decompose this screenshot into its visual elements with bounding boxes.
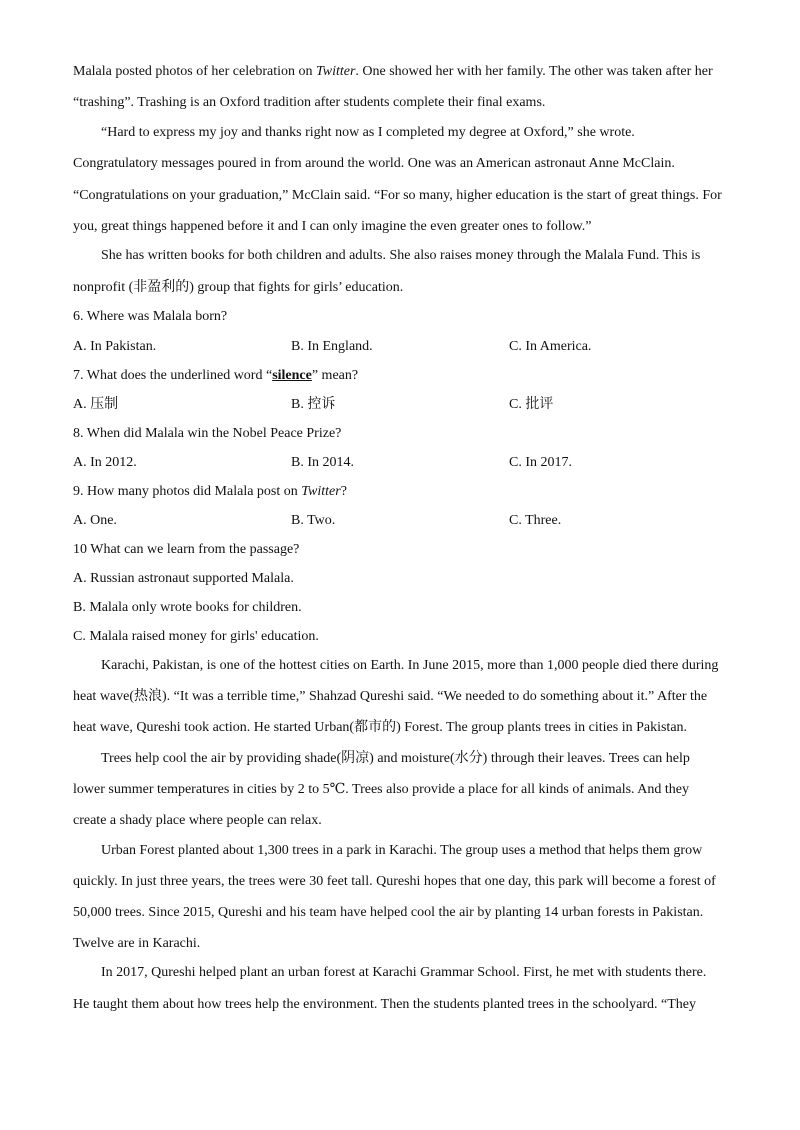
text: . One showed her with her family. The other was taken after her bbox=[355, 64, 713, 79]
question-stem: 8. When did Malala win the Nobel Peace Prize? bbox=[73, 426, 342, 441]
passage-line: lower summer temperatures in cities by 2 to 5℃. Trees also provide a place for all kinds of animals. And they bbox=[73, 782, 689, 797]
question-stem bbox=[73, 483, 347, 501]
text: Malala posted photos of her celebration on bbox=[73, 64, 316, 79]
passage-line: you, great things happened before it and I can only imagine the even greater ones to follow.” bbox=[73, 219, 592, 234]
option-c: C. Three. bbox=[509, 513, 562, 528]
option-c: C. 批评 bbox=[509, 397, 554, 412]
passage-line: heat wave(热浪). “It was a terrible time,” Shahzad Qureshi said. “We needed to do something about it.” After the bbox=[73, 689, 708, 704]
passage-line: She has written books for both children and adults. She also raises money through the Malala Fund. This is bbox=[101, 248, 701, 263]
passage-line: Trees help cool the air by providing shade(阴凉) and moisture(水分) through their leaves. Trees can help bbox=[101, 751, 690, 766]
italic-text: Twitter bbox=[315, 64, 356, 79]
passage-line: He taught them about how trees help the environment. Then the students planted trees in the schoolyard. “They bbox=[73, 997, 696, 1012]
option-a: A. In Pakistan. bbox=[73, 339, 157, 354]
option-b: B. Two. bbox=[291, 513, 336, 528]
question-stem: 10 What can we learn from the passage? bbox=[73, 542, 300, 557]
passage-line: Congratulatory messages poured in from around the world. One was an American astronaut Anne McClain. bbox=[73, 156, 675, 171]
passage-line: Urban Forest planted about 1,300 trees in a park in Karachi. The group uses a method that helps them grow bbox=[101, 843, 703, 858]
passage-line: 50,000 trees. Since 2015, Qureshi and his team have helped cool the air by planting 14 urban forests in Pakistan. bbox=[73, 905, 704, 920]
option-c: C. In 2017. bbox=[509, 455, 572, 470]
option-b: B. 控诉 bbox=[291, 397, 336, 412]
option-c: C. Malala raised money for girls' education. bbox=[73, 629, 319, 644]
passage-line: “Congratulations on your graduation,” McClain said. “For so many, higher education is the start of great things. For bbox=[73, 188, 722, 203]
underlined-word: silence bbox=[272, 368, 312, 383]
passage-line bbox=[73, 63, 713, 81]
option-b: B. In England. bbox=[291, 339, 373, 354]
option-a: A. 压制 bbox=[73, 397, 119, 412]
option-b: B. Malala only wrote books for children. bbox=[73, 600, 302, 615]
passage-line: nonprofit (非盈利的) group that fights for girls’ education. bbox=[73, 280, 404, 295]
text: 7. What does the underlined word “ bbox=[73, 368, 273, 383]
passage-line: Karachi, Pakistan, is one of the hottest cities on Earth. In June 2015, more than 1,000 people died there during bbox=[101, 658, 719, 673]
passage-line: create a shady place where people can relax. bbox=[73, 813, 322, 828]
question-stem bbox=[73, 367, 358, 385]
passage-line: “Hard to express my joy and thanks right now as I completed my degree at Oxford,” she wrote. bbox=[101, 125, 635, 140]
option-a: A. In 2012. bbox=[73, 455, 137, 470]
text: ? bbox=[340, 484, 347, 499]
passage-line: quickly. In just three years, the trees were 30 feet tall. Qureshi hopes that one day, this park will become a forest of bbox=[73, 874, 716, 889]
passage-line: Twelve are in Karachi. bbox=[73, 936, 201, 951]
option-a: A. One. bbox=[73, 513, 117, 528]
text: 9. How many photos did Malala post on bbox=[73, 484, 302, 499]
question-stem: 6. Where was Malala born? bbox=[73, 309, 228, 324]
option-b: B. In 2014. bbox=[291, 455, 354, 470]
option-a: A. Russian astronaut supported Malala. bbox=[73, 571, 294, 586]
text: ” mean? bbox=[311, 368, 359, 383]
passage-line: In 2017, Qureshi helped plant an urban forest at Karachi Grammar School. First, he met with students there. bbox=[101, 965, 707, 980]
passage-line: “trashing”. Trashing is an Oxford tradition after students complete their final exams. bbox=[73, 95, 546, 110]
italic-text: Twitter bbox=[301, 484, 341, 499]
option-c: C. In America. bbox=[509, 339, 592, 354]
passage-line: heat wave, Qureshi took action. He started Urban(都市的) Forest. The group plants trees in cities in Pakistan. bbox=[73, 720, 688, 735]
